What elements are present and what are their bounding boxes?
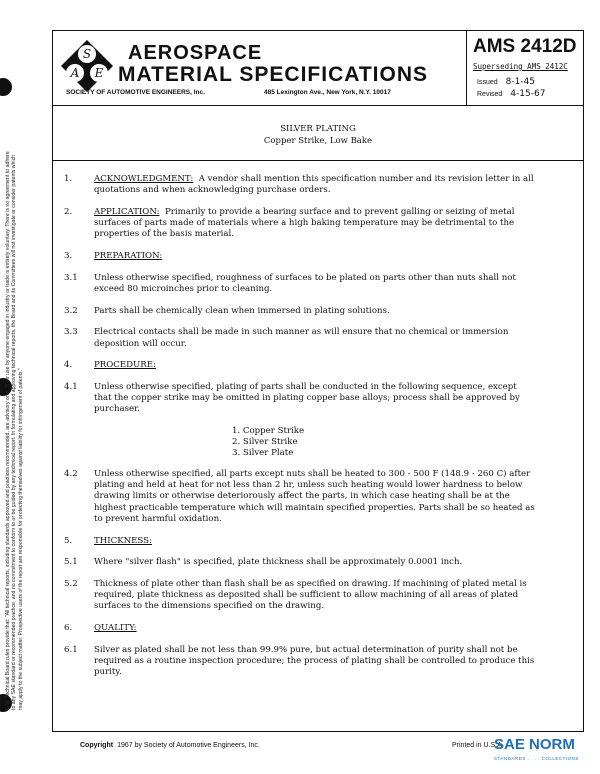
watermark: SAE NORM (494, 736, 575, 753)
section-4: 4. PROCEDURE: (64, 360, 156, 371)
section-heading: ACKNOWLEDGMENT: (94, 174, 194, 184)
section-heading: PROCEDURE: (94, 360, 156, 371)
issued-date: Issued 8-1-45 (477, 77, 536, 87)
divider (52, 160, 584, 161)
header-title-line1: AEROSPACE (128, 42, 263, 64)
svg-text:S: S (82, 47, 92, 61)
watermark-sub: STANDARDS . . . . COLLECTIONS (494, 756, 579, 761)
sae-logo (60, 39, 114, 93)
section-5-2: 5.2 Thickness of plate other than flash shall be as specified on drawing. If machining of plated metal is required, plate thickness as deposited shall be sufficient to allow machining of all areas of plated surfaces to the dimensions specified on the drawing. (64, 578, 527, 612)
printed-note: Printed in U.S.A. (452, 742, 504, 749)
header (52, 30, 584, 105)
section-heading: PREPARATION: (94, 251, 163, 262)
document-body (58, 174, 536, 689)
section-4-1: 4.1 Unless otherwise specified, plating of parts shall be conducted in the following sequence, except that the copper strike may be omitted in plating copper base alloys; process shall be approved by purchaser. (64, 381, 520, 415)
section-3-1: 3.1 Unless otherwise specified, roughness of surfaces to be plated on parts other than nuts shall not exceed 80 microinches prior to cleaning. (64, 272, 516, 294)
svg-text:E: E (94, 66, 104, 80)
section-heading: QUALITY: (94, 623, 137, 634)
section-heading: THICKNESS: (94, 535, 152, 546)
section-6-1: 6.1 Silver as plated shall be not less than 99.9% pure, but actual determination of purity shall not be required as a routine inspection procedure; the process of plating shall be controlled to produce this purity. (64, 644, 535, 678)
section-3-2: 3.2 Parts shall be chemically clean when immersed in plating solutions. (64, 305, 390, 316)
list-item: 3. Silver Plate (232, 448, 294, 459)
section-1: 1. ACKNOWLEDGMENT: A vendor shall mention this specification number and its revision letter in all quotations and when acknowledging purchase orders. (64, 174, 534, 196)
section-5: 5. THICKNESS: (64, 535, 152, 546)
side-note: SAE Technical Board rules provide that: "All technical reports, including standards approved and practices recommended, are advisory only. Their use by anyone engaged in industry or trade is entirely voluntary. There is no agreement to adhere to any SAE standard or recommended practice, and no commitment to conform to or be guided by any technical report. In formulating and approving technical reports, the Board and its Committees will not investigate or consider patents which may apply to the subject matter. Prospective users of the report are responsible for protecting themselves against liability for infringement of patents." (5, 151, 24, 710)
society-name: SOCIETY OF AUTOMOTIVE ENGINEERS, Inc. (66, 89, 205, 96)
section-6: 6. QUALITY: (64, 623, 137, 634)
spec-box (466, 30, 584, 105)
list-item: 1. Copper Strike (232, 426, 305, 437)
binder-hole (0, 78, 12, 96)
revised-date: Revised 4-15-67 (477, 89, 546, 99)
svg-text:A: A (70, 66, 80, 80)
doc-title: SILVER PLATING (280, 124, 356, 134)
section-2: 2. APPLICATION: Primarily to provide a bearing surface and to prevent galling or seizing of metal surfaces of parts made of materials where a high baking temperature may be detrimental to the properties of the basis material. (64, 206, 515, 240)
section-3-3: 3.3 Electrical contacts shall be made in such manner as will ensure that no chemical or immersion deposition will occur. (64, 327, 509, 349)
spec-number: AMS 2412D (473, 36, 577, 57)
section-3: 3. PREPARATION: (64, 251, 163, 262)
header-title-line2: MATERIAL SPECIFICATIONS (118, 63, 429, 86)
society-address: 485 Lexington Ave., New York, N.Y. 10017 (264, 89, 391, 96)
section-5-1: 5.1 Where "silver flash" is specified, plate thickness shall be approximately 0.0001 inch. (64, 557, 463, 568)
section-4-2: 4.2 Unless otherwise specified, all parts except nuts shall be heated to 300 - 500 F (148.9 - 260 C) after plating and held at heat for not less than 2 hr, unless such heating would lower hardness to below drawing limits or otherwise deteriorously affect the parts, in which case heating shall be at the highest practicable temperature which will maintain specified properties. Parts shall be so heated as to prevent harmful oxidation. (64, 469, 535, 524)
procedure-list (232, 426, 536, 459)
doc-subtitle: Copper Strike, Low Bake (263, 136, 373, 146)
divider (52, 105, 584, 106)
superseding-note: Superseding AMS 2412C (473, 62, 568, 71)
list-item: 2. Silver Strike (232, 437, 298, 448)
section-heading: APPLICATION: (94, 206, 160, 217)
copyright: Copyright 1967 by Society of Automotive Engineers, Inc. (80, 742, 260, 749)
